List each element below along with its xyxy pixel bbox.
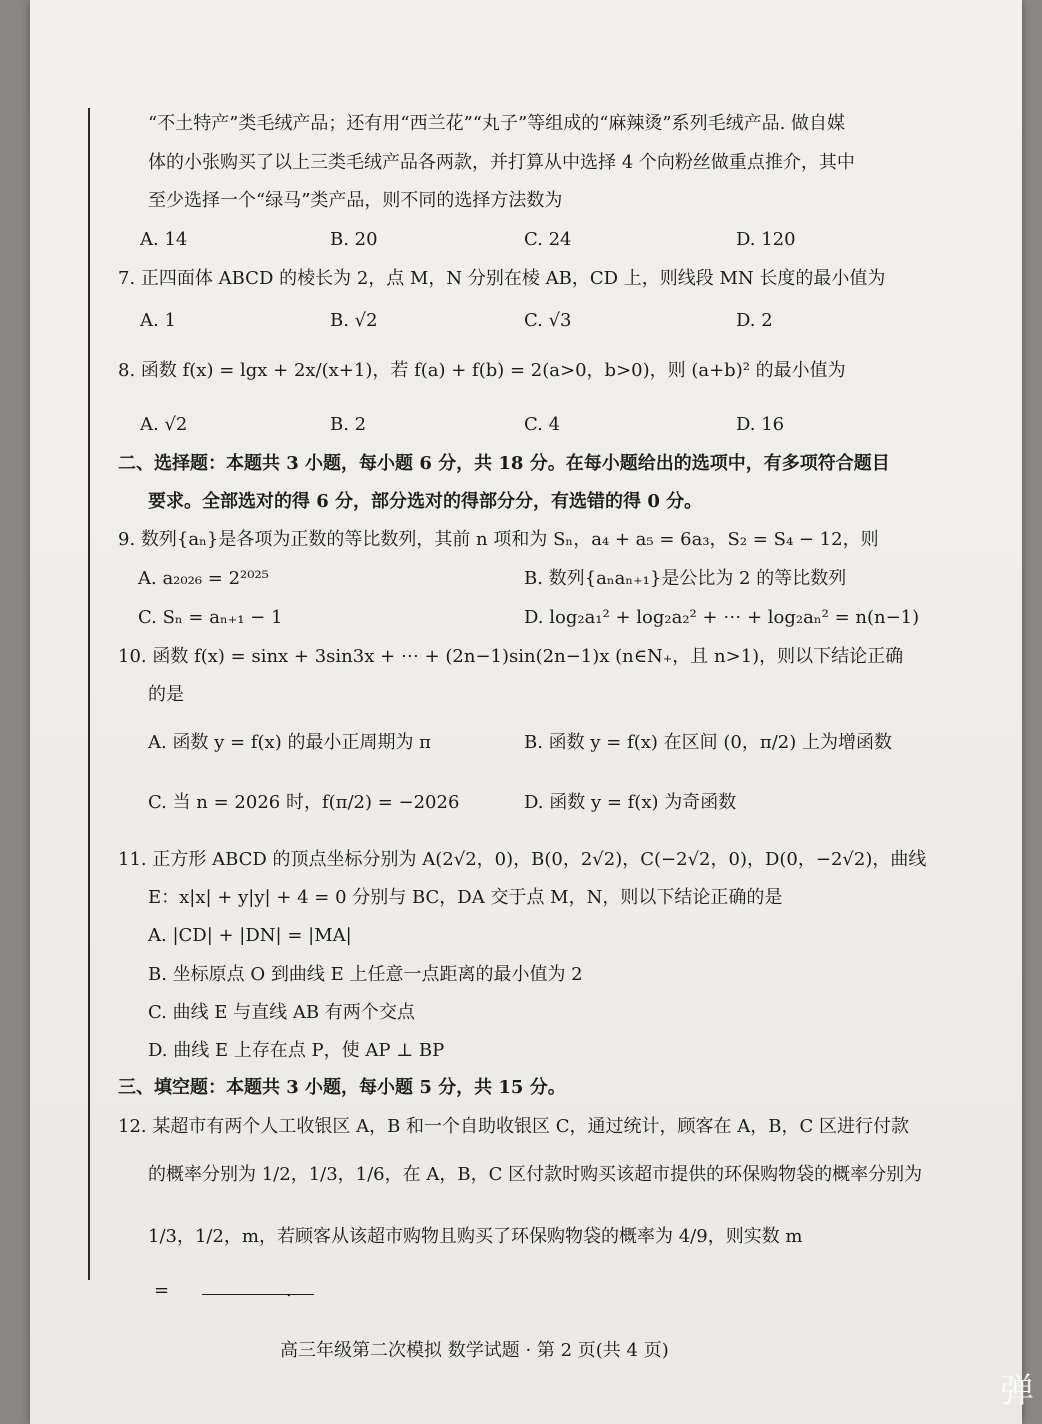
question-9-stem: 9. 数列{aₙ}是各项为正数的等比数列，其前 n 项和为 Sₙ，a₄ + a₅ = 6a₃，S₂ = S₄ − 12，则 bbox=[118, 529, 879, 550]
watermark-logo: 弹 bbox=[1000, 1371, 1034, 1411]
question-6-text-line-2: 体的小张购买了以上三类毛绒产品各两款，并打算从中选择 4 个向粉丝做重点推介，其中 bbox=[148, 152, 855, 173]
question-6-option-a: A. 14 bbox=[140, 229, 188, 250]
question-9-option-c: C. Sₙ = aₙ₊₁ − 1 bbox=[138, 607, 283, 628]
question-11-option-c: C. 曲线 E 与直线 AB 有两个交点 bbox=[148, 1002, 415, 1023]
question-7-stem: 7. 正四面体 ABCD 的棱长为 2，点 M，N 分别在棱 AB，CD 上，则线段 MN 长度的最小值为 bbox=[118, 268, 886, 289]
answer-blank bbox=[202, 1294, 314, 1295]
question-7-option-a: A. 1 bbox=[140, 310, 176, 331]
page-footer: 高三年级第二次模拟 数学试题 · 第 2 页(共 4 页) bbox=[280, 1340, 669, 1361]
question-10-option-b: B. 函数 y = f(x) 在区间 (0，π/2) 上为增函数 bbox=[524, 732, 892, 753]
question-6-text-line-3: 至少选择一个“绿马”类产品，则不同的选择方法数为 bbox=[148, 190, 563, 211]
exam-page bbox=[30, 0, 1022, 1424]
question-8-option-c: C. 4 bbox=[524, 414, 561, 435]
question-12-period: . bbox=[286, 1280, 292, 1301]
question-10-stem-line-1: 10. 函数 f(x) = sinx + 3sin3x + ⋯ + (2n−1)sin(2n−1)x (n∈N₊，且 n>1)，则以下结论正确 bbox=[118, 646, 904, 667]
question-8-option-a: A. √2 bbox=[140, 414, 188, 435]
question-8-stem: 8. 函数 f(x) = lgx + 2x/(x+1)，若 f(a) + f(b) = 2(a>0，b>0)，则 (a+b)² 的最小值为 bbox=[118, 360, 846, 381]
question-8-option-d: D. 16 bbox=[736, 414, 785, 435]
section-2-instructions: 要求。全部选对的得 6 分，部分选对的得部分分，有选错的得 0 分。 bbox=[148, 491, 703, 512]
question-10-option-a: A. 函数 y = f(x) 的最小正周期为 π bbox=[148, 732, 431, 753]
question-10-stem-line-2: 的是 bbox=[148, 684, 184, 705]
question-8-option-b: B. 2 bbox=[330, 414, 367, 435]
question-11-stem-line-2: E：x|x| + y|y| + 4 = 0 分别与 BC，DA 交于点 M，N，则以下结论正确的是 bbox=[148, 887, 783, 908]
question-10-option-d: D. 函数 y = f(x) 为奇函数 bbox=[524, 792, 737, 813]
question-9-option-a: A. a₂₀₂₆ = 2²⁰²⁵ bbox=[138, 568, 269, 589]
question-11-option-d: D. 曲线 E 上存在点 P，使 AP ⊥ BP bbox=[148, 1040, 445, 1061]
question-9-option-b: B. 数列{aₙaₙ₊₁}是公比为 2 的等比数列 bbox=[524, 568, 847, 589]
question-6-option-b: B. 20 bbox=[330, 229, 378, 250]
question-6-option-d: D. 120 bbox=[736, 229, 796, 250]
question-6-option-c: C. 24 bbox=[524, 229, 572, 250]
question-10-option-c: C. 当 n = 2026 时，f(π/2) = −2026 bbox=[148, 792, 460, 813]
question-7-option-c: C. √3 bbox=[524, 310, 572, 331]
question-12-equals: = bbox=[154, 1280, 170, 1301]
question-7-option-d: D. 2 bbox=[736, 310, 773, 331]
question-12-stem-line-3: 1/3，1/2，m，若顾客从该超市购物且购买了环保购物袋的概率为 4/9，则实数 m bbox=[148, 1226, 803, 1247]
question-6-text-line-1: “不土特产”类毛绒产品；还有用“西兰花”“丸子”等组成的“麻辣烫”系列毛绒产品. 做自媒 bbox=[148, 113, 846, 134]
question-11-option-a: A. |CD| + |DN| = |MA| bbox=[148, 925, 352, 946]
margin-line bbox=[88, 108, 90, 1280]
question-12-stem-line-1: 12. 某超市有两个人工收银区 A，B 和一个自助收银区 C，通过统计，顾客在 A，B，C 区进行付款 bbox=[118, 1116, 909, 1137]
question-9-option-d: D. log₂a₁² + log₂a₂² + ⋯ + log₂aₙ² = n(n−1) bbox=[524, 607, 920, 628]
question-11-option-b: B. 坐标原点 O 到曲线 E 上任意一点距离的最小值为 2 bbox=[148, 964, 583, 985]
section-3-heading: 三、填空题：本题共 3 小题，每小题 5 分，共 15 分。 bbox=[118, 1077, 566, 1098]
question-12-stem-line-2: 的概率分别为 1/2，1/3，1/6，在 A，B，C 区付款时购买该超市提供的环保购物袋的概率分别为 bbox=[148, 1164, 923, 1185]
section-2-heading: 二、选择题：本题共 3 小题，每小题 6 分，共 18 分。在每小题给出的选项中，有多项符合题目 bbox=[118, 453, 890, 474]
question-11-stem-line-1: 11. 正方形 ABCD 的顶点坐标分别为 A(2√2，0)，B(0，2√2)，C(−2√2，0)，D(0，−2√2)，曲线 bbox=[118, 849, 927, 870]
question-7-option-b: B. √2 bbox=[330, 310, 378, 331]
